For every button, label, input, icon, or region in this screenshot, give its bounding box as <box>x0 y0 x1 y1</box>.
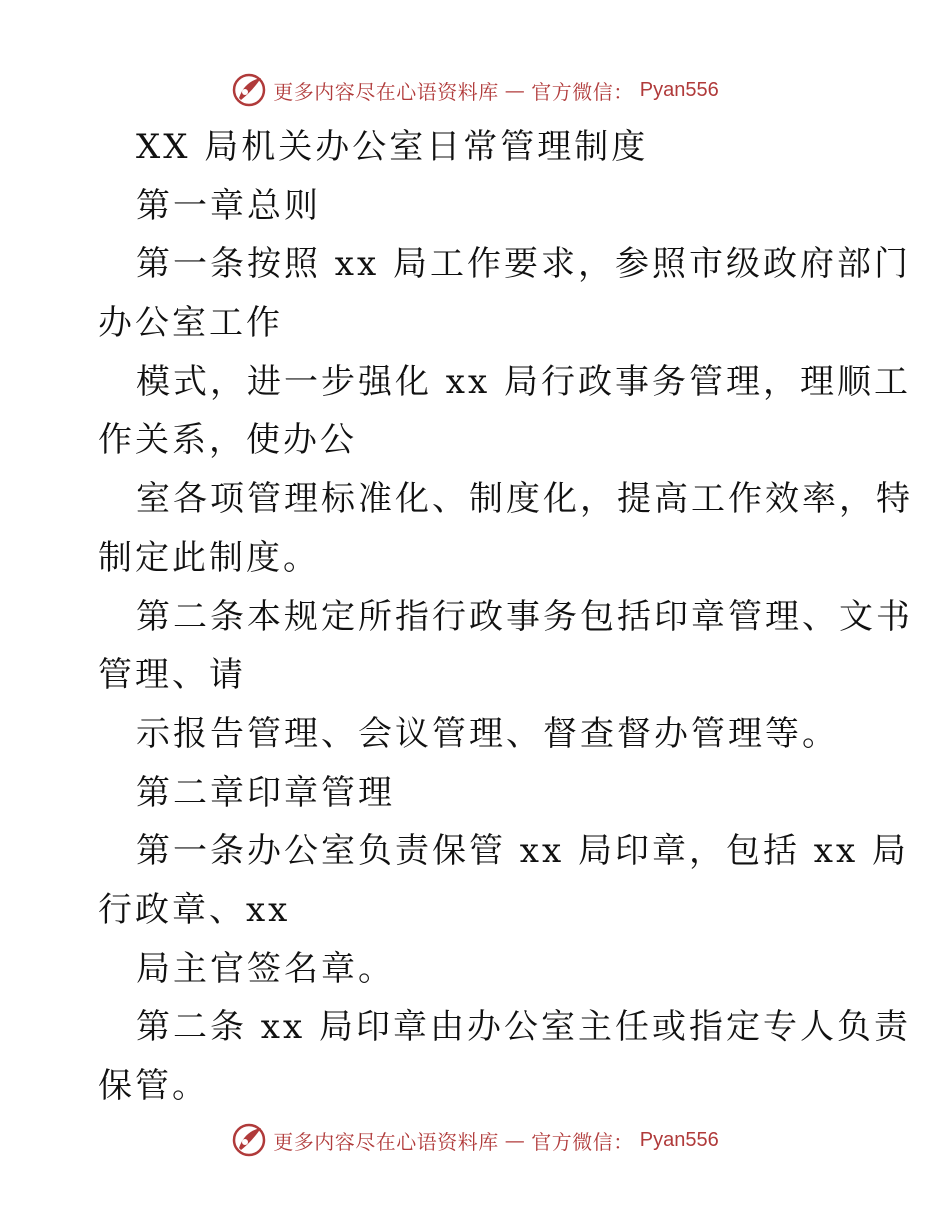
document-body <box>98 118 913 1116</box>
watermark-text: 更多内容尽在心语资料库 <box>273 79 499 104</box>
watermark-wechat-id: Pyan556 <box>639 1128 719 1151</box>
watermark-dash: — <box>504 1128 526 1152</box>
watermark-text: 更多内容尽在心语资料库 <box>273 1129 499 1154</box>
chapter-heading: 第二章印章管理 <box>136 772 395 813</box>
watermark-wechat-id: Pyan556 <box>639 78 719 101</box>
paragraph-line: 行政章、xx <box>98 889 291 930</box>
paragraph-line: 模式，进一步强化 xx 局行政事务管理，理顺工 <box>136 361 911 402</box>
paragraph-line: 第二条本规定所指行政事务包括印章管理、文书 <box>136 596 913 637</box>
paragraph-line: 第一条办公室负责保管 xx 局印章，包括 xx 局 <box>136 831 909 872</box>
paragraph-line: 办公室工作 <box>98 303 283 344</box>
footer-watermark <box>0 1120 950 1160</box>
pen-logo-icon <box>231 1122 267 1158</box>
chapter-heading: 第一章总则 <box>136 185 321 226</box>
pen-logo-icon <box>231 72 267 108</box>
paragraph-line: 第一条按照 xx 局工作要求，参照市级政府部门 <box>136 244 911 285</box>
paragraph-line: 第二条 xx 局印章由办公室主任或指定专人负责 <box>136 1007 911 1048</box>
watermark-wechat-label: 官方微信： <box>531 1129 634 1154</box>
watermark-wechat-label: 官方微信： <box>531 79 634 104</box>
watermark-dash: — <box>504 78 526 102</box>
header-watermark <box>0 70 950 110</box>
paragraph-line: 局主官签名章。 <box>136 948 395 989</box>
paragraph-line: 室各项管理标准化、制度化，提高工作效率，特 <box>136 479 913 520</box>
paragraph-line: 示报告管理、会议管理、督查督办管理等。 <box>136 713 839 754</box>
paragraph-line: 制定此制度。 <box>98 537 320 578</box>
document-title: XX 局机关办公室日常管理制度 <box>136 127 649 167</box>
paragraph-line: 管理、请 <box>98 655 246 696</box>
paragraph-line: 保管。 <box>98 1066 209 1106</box>
paragraph-line: 作关系，使办公 <box>98 420 357 461</box>
